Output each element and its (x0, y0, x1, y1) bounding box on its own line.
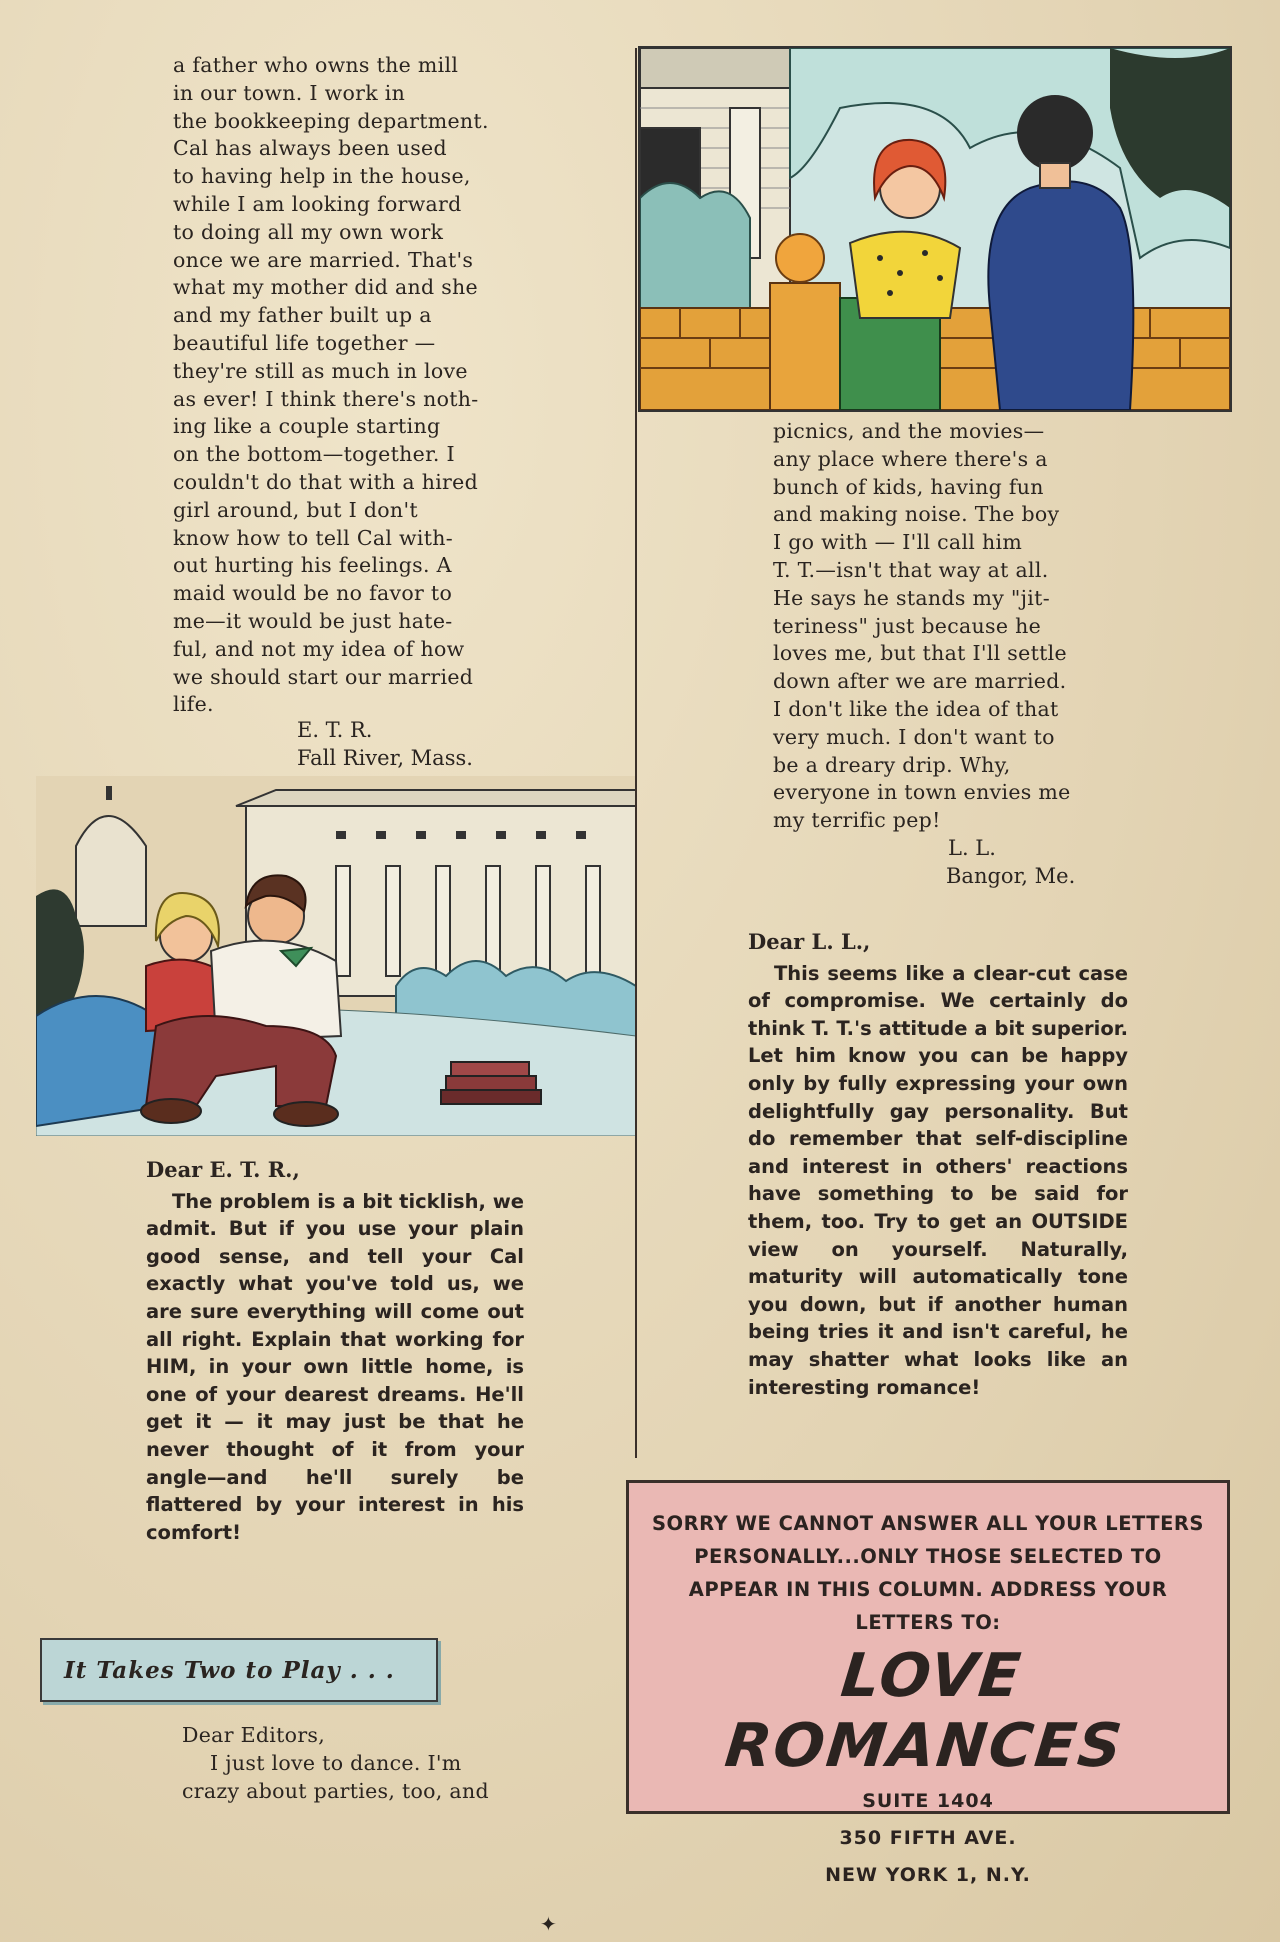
text-line: loves me, but that I'll settle (773, 641, 1067, 666)
text-line: my terrific pep! (773, 808, 941, 833)
address-notice-box (626, 1480, 1230, 1886)
text-line: down after we are married. (773, 669, 1067, 694)
letter-ll-start (182, 1722, 512, 1805)
text-line: ful, and not my idea of how (173, 636, 465, 661)
text-line: what my mother did and she (173, 275, 478, 300)
text-line: to having help in the house, (173, 164, 471, 189)
text-line: any place where there's a (773, 446, 1048, 471)
notice-line: SORRY WE CANNOT ANSWER ALL YOUR LETTERS (652, 1512, 1204, 1535)
text-line: to doing all my own work (173, 219, 444, 244)
reply-body: This seems like a clear-cut case of compromise. We certainly do think T. T.'s attitude a bit superior. Let him know you can be happy only by fully expressing your own delightfully gay personality. But do remember that self-discipline and interest in others' reactions have something to be said for them, too. Try to get an OUTSIDE view on yourself. Naturally, maturity will automatically tone you down, but if another human being tries it and isn't careful, he may shatter what looks like an interesting romance! (748, 961, 1128, 1399)
text-line: they're still as much in love (173, 358, 468, 383)
notice-line: LETTERS TO: (855, 1611, 1001, 1634)
text-line: we should start our married (173, 664, 474, 689)
letter-etr-body (173, 52, 503, 719)
text-line: crazy about parties, too, and (182, 1778, 489, 1803)
text-line: in our town. I work in (173, 80, 406, 105)
text-line: very much. I don't want to (773, 724, 1055, 749)
text-line: on the bottom—together. I (173, 442, 455, 467)
text-line: bunch of kids, having fun (773, 474, 1044, 499)
text-line: a father who owns the mill (173, 53, 459, 77)
text-line: T. T.—isn't that way at all. (773, 557, 1049, 582)
text-line: beautiful life together — (173, 330, 436, 355)
text-line: I don't like the idea of that (773, 696, 1059, 721)
reply-to-ll (748, 928, 1128, 1401)
text-line: He says he stands my "jit- (773, 585, 1050, 610)
text-line: I go with — I'll call him (773, 530, 1023, 555)
printer-ornament-icon: ✦ (540, 1912, 557, 1936)
text-line: couldn't do that with a hired (173, 469, 479, 494)
text-line: while I am looking forward (173, 191, 462, 216)
letter-greeting: Dear Editors, (182, 1723, 326, 1747)
address-line: SUITE 1404 (862, 1790, 994, 1812)
text-line: me—it would be just hate- (173, 608, 453, 633)
text-line: I just love to dance. I'm (210, 1750, 462, 1775)
notice-line: PERSONALLY...ONLY THOSE SELECTED TO (694, 1545, 1162, 1568)
reply-greeting: Dear E. T. R., (146, 1157, 300, 1182)
text-line: as ever! I think there's noth- (173, 386, 479, 411)
text-line: life. (173, 692, 214, 717)
column-divider (635, 48, 637, 1458)
magazine-title: LOVE ROMANCES (721, 1641, 1127, 1781)
letter-etr-location: Fall River, Mass. (297, 746, 473, 770)
notice-line: APPEAR IN THIS COLUMN. ADDRESS YOUR (688, 1578, 1168, 1601)
campus-scene-svg (36, 776, 636, 1136)
text-line: teriness" just because he (773, 613, 1042, 638)
address-line: NEW YORK 1, N.Y. (825, 1864, 1031, 1886)
text-line: Cal has always been used (173, 136, 447, 161)
text-line: and my father built up a (173, 303, 432, 328)
text-line: out hurting his feelings. A (173, 553, 452, 578)
text-line: maid would be no favor to (173, 581, 453, 606)
reply-to-etr (146, 1156, 524, 1546)
letter-ll-continued (773, 418, 1098, 835)
text-line: girl around, but I don't (173, 497, 418, 522)
letter-etr-initials: E. T. R. (297, 718, 373, 742)
text-line: once we are married. That's (173, 247, 474, 272)
section-heading: It Takes Two to Play . . . (40, 1638, 438, 1702)
text-line: picnics, and the movies— (773, 419, 1045, 443)
text-line: know how to tell Cal with- (173, 525, 453, 550)
text-line: ing like a couple starting (173, 414, 441, 439)
illustration-couple-campus (36, 776, 636, 1136)
letter-ll-location: Bangor, Me. (946, 864, 1076, 888)
garden-scene-svg (640, 48, 1230, 410)
text-line: be a dreary drip. Why, (773, 752, 1011, 777)
text-line: the bookkeeping department. (173, 108, 489, 133)
address-line: 350 FIFTH AVE. (839, 1827, 1017, 1849)
text-line: everyone in town envies me (773, 780, 1071, 805)
reply-body: The problem is a bit ticklish, we admit. But if you use your plain good sense, and tell your Cal exactly what you've told us, we are sure everything will come out all right. Explain that working for HIM, in your own little home, is one of your dearest dreams. He'll get it — it may just be that he never thought of it from your angle—and he'll surely be flattered by your interest in his comfort! (146, 1189, 524, 1544)
illustration-garden-gate (638, 46, 1232, 412)
reply-greeting: Dear L. L., (748, 929, 871, 954)
text-line: and making noise. The boy (773, 502, 1060, 527)
letter-ll-initials: L. L. (948, 836, 996, 860)
